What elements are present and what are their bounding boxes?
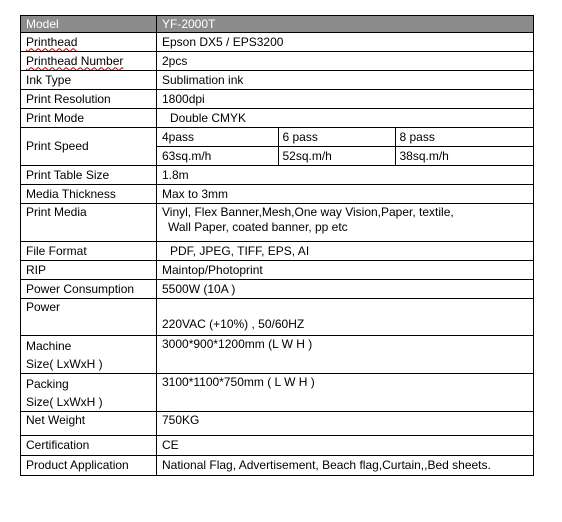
header-model: YF-2000T: [157, 16, 534, 33]
row-value: [157, 204, 534, 242]
row-value: 1800dpi: [157, 90, 534, 109]
pass-cell: 6 pass: [278, 128, 395, 147]
print-mode-value: Double CMYK: [170, 110, 247, 125]
row-value: CE: [157, 436, 534, 456]
machine-size-label: Size( LxWxH ): [26, 357, 103, 371]
table-row: [21, 242, 534, 261]
table-row: [21, 261, 534, 280]
speed-row: [157, 147, 534, 166]
row-label: [21, 374, 157, 412]
row-label: Print Media: [21, 204, 157, 242]
machine-label: Machine: [26, 339, 72, 353]
table-row: [21, 52, 534, 71]
row-value: 5500W (10A ): [157, 280, 534, 299]
table-row: [21, 374, 534, 412]
speed-cell: 38sq.m/h: [395, 147, 534, 166]
row-value: [157, 109, 534, 128]
row-value: National Flag, Advertisement, Beach flag,Curtain,,Bed sheets.: [157, 456, 534, 476]
row-label: Power Consumption: [21, 280, 157, 299]
row-label: Media Thickness: [21, 185, 157, 204]
table-row: [21, 299, 534, 336]
row-value: Maintop/Photoprint: [157, 261, 534, 280]
table-row: [21, 204, 534, 242]
row-label: Certification: [21, 436, 157, 456]
row-value: 750KG: [157, 412, 534, 436]
table-row: [21, 336, 534, 374]
print-media-line2: Wall Paper, coated banner, pp etc: [168, 220, 348, 234]
row-value: 1.8m: [157, 166, 534, 185]
table-row: [21, 456, 534, 476]
table-row: [21, 109, 534, 128]
row-value: 2pcs: [157, 52, 534, 71]
row-label: Power: [21, 299, 157, 336]
printhead-number-label: Printhead Number: [26, 53, 124, 68]
row-label: Print Mode: [21, 109, 157, 128]
row-label: [21, 336, 157, 374]
spec-table: [20, 15, 534, 476]
table-row: [21, 436, 534, 456]
packing-label: Packing: [26, 377, 69, 391]
file-format-value: PDF, JPEG, TIFF, EPS, AI: [170, 243, 310, 258]
row-value: Max to 3mm: [157, 185, 534, 204]
pass-cell: 4pass: [157, 128, 278, 147]
table-row: [21, 90, 534, 109]
print-media-line1: Vinyl, Flex Banner,Mesh,One way Vision,Paper, textile,: [162, 205, 454, 219]
pass-cell: 8 pass: [395, 128, 534, 147]
row-label: [21, 33, 157, 52]
row-label: [21, 52, 157, 71]
print-speed-cell: [157, 128, 534, 166]
table-row: [21, 185, 534, 204]
row-value: 3100*1100*750mm ( L W H ): [157, 374, 534, 412]
table-header-row: [21, 16, 534, 33]
printhead-label: Printhead: [26, 34, 78, 49]
table-row: [21, 71, 534, 90]
row-value: Epson DX5 / EPS3200: [157, 33, 534, 52]
row-value: Sublimation ink: [157, 71, 534, 90]
table-row: [21, 128, 534, 166]
pass-row: [157, 128, 534, 147]
print-speed-subtable: [157, 128, 534, 165]
speed-cell: 63sq.m/h: [162, 148, 212, 163]
row-value: 3000*900*1200mm (L W H ): [157, 336, 534, 374]
row-label: Print Resolution: [21, 90, 157, 109]
table-row: [21, 412, 534, 436]
row-label: Ink Type: [21, 71, 157, 90]
header-label: Model: [21, 16, 157, 33]
table-row: [21, 280, 534, 299]
table-row: [21, 166, 534, 185]
row-label: Product Application: [21, 456, 157, 476]
packing-size-label: Size( LxWxH ): [26, 395, 103, 409]
table-row: [21, 33, 534, 52]
row-label: RIP: [21, 261, 157, 280]
row-value: 220VAC (+10%) , 50/60HZ: [157, 299, 534, 336]
row-label: Print Speed: [21, 128, 157, 166]
speed-cell: 52sq.m/h: [278, 147, 395, 166]
row-value: [157, 242, 534, 261]
row-label: Print Table Size: [21, 166, 157, 185]
row-label: File Format: [21, 242, 157, 261]
row-label: Net Weight: [21, 412, 157, 436]
